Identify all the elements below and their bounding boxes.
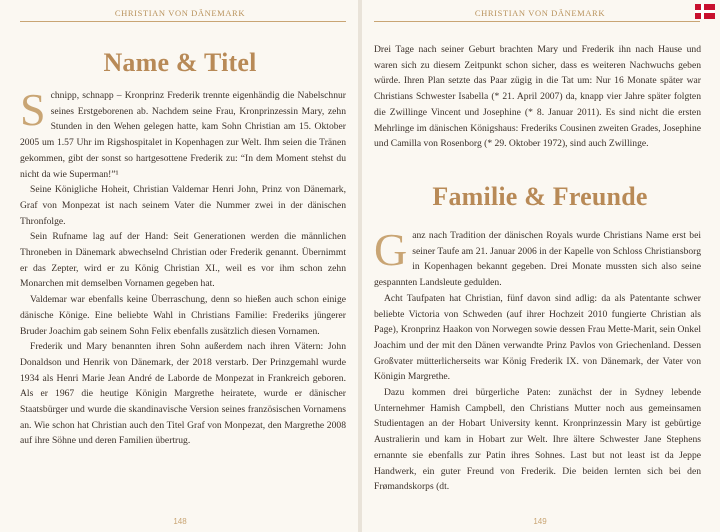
paragraph: Dazu kommen drei bürgerliche Paten: zunächst der in Sydney lebende Unternehmer Hamish Campbell, den Christians Mutter noch aus gemeinsamen Studientagen an der Hobart University kennt. Kronprinzessin Mary ist gebürtige Australierin und kam in Hobart zur Welt. Ihre ältere Schwester Jane Stephens ernannte sie ebenfalls zur Patin ihres Sohnes. Last but not least ist da Jeppe Handwerk, ein guter Freund von Frederik. Die beiden lernten sich bei den Frømandskorps (dt. <box>374 387 701 493</box>
chapter-title: Familie & Freunde <box>432 182 648 211</box>
paragraph: Acht Taufpaten hat Christian, fünf davon sind adlig: da als Patentante schwer beliebte Victoria von Schweden (auf ihrer Hochzeit 2010 fungierte Christian als Page), Kronprinz Haakon von Norwegen sowie dessen Frau Mette-Marit, sein Onkel Joachim und der mit den Dänen verwandte Prinz Pavlos von Griechenland. Dessen Großvater mütterlicherseits war König Frederik IX. von Dänemark, der Vater von Königin Margrethe. <box>374 292 701 383</box>
drop-cap: S <box>20 84 46 135</box>
danish-flag-icon <box>695 4 715 19</box>
paragraph: Seine Königliche Hoheit, Christian Valdemar Henri John, Prinz von Dänemark, Graf von Monpezat ist nach seinem Vater die Nummer zwei in der dänischen Thronfolge. <box>20 184 346 227</box>
page-number: 148 <box>173 517 187 526</box>
body-text <box>374 224 701 495</box>
right-page <box>360 0 720 532</box>
opening-paragraph-text: chnipp, schnapp – Kronprinz Frederik trennte eigenhändig die Nabelschnur seines Erstgeborenen ab. Nachdem seine Frau, Kronprinzessin Mary, zehn Stunden in den Wehen gelegen hatte, kam Sohn Christian am 15. Oktober 2005 um 1.57 Uhr im Rigshospitalet in Kopenhagen zur Welt. Ihm seien die Tränen gekommen, gibt der sonst so hartgesottene Frederik zu: “In dem Moment stehst du nicht da wie Superman!”¹ <box>20 90 346 180</box>
paragraph: Sein Rufname lag auf der Hand: Seit Generationen werden die männlichen Throneben in Dänemark abwechselnd Christian oder Frederik genannt. Übernimmt er das Zepter, wird er zu König Christian XI., weil es vor ihm schon zehn Monarchen mit demselben Vornamen gegeben hat. <box>20 231 346 290</box>
running-header: CHRISTIAN VON DÄNEMARK <box>474 8 606 18</box>
body-text-top <box>374 42 701 152</box>
opening-paragraph <box>20 84 346 182</box>
opening-paragraph-text: anz nach Tradition der dänischen Royals wurde Christians Name erst bei seiner Taufe am 21. Januar 2006 in der Kapelle von Schloss Christiansborg in Kopenhagen bekannt gegeben. Drei Monate mussten sich also seine gespannten Landsleute gedulden. <box>374 230 701 289</box>
paragraph: Frederik und Mary benannten ihren Sohn außerdem nach ihren Vätern: John Donaldson und Henrik von Dänemark, der 2018 verstarb. Der Prinzgemahl wurde 1934 als Henri Marie Jean André de Laborde de Monpezat in Frankreich geboren. Als er 1967 die heutige Königin Margrethe heiratete, wurde er dänischer Staatsbürger und wurde die skandinavische Version seines französischen Vornamens an. Wie schon hat Christian auch den Titel Graf von Monpezat, den Margrethe 2008 auf ihre Söhne und deren Familien übertrug. <box>20 341 346 447</box>
header-rule <box>374 21 700 22</box>
paragraph: Valdemar war ebenfalls keine Überraschung, denn so hießen auch schon einige dänische Könige. Eine beliebte Wahl in Christians Familie: Frederiks jüngerer Bruder Joachim gab seinem Sohn Felix ebenfalls zusätzlich diesen Vornamen. <box>20 294 346 337</box>
opening-paragraph <box>374 224 701 291</box>
page-number: 149 <box>533 517 547 526</box>
paragraph: Drei Tage nach seiner Geburt brachten Mary und Frederik ihn nach Hause und waren sich zu diesem Zeitpunkt schon sicher, dass es weiteren Nachwuchs geben würde. Ihren Plan setzte das Paar zügig in die Tat um: Nur 16 Monate später war Christians Schwester Isabella (* 21. April 2007) da, knapp vier Jahre später folgten die Zwillinge Vincent und Josephine (* 8. Januar 2011). Es sind nicht die ersten Mehrlinge im dänischen Königshaus: Frederiks Cousinen zweiten Grades, Josephine und Camilla von Rosenborg (* 29. Oktober 1972), sind auch Zwillinge. <box>374 44 701 150</box>
header-rule <box>20 21 346 22</box>
drop-cap: G <box>374 224 408 275</box>
running-header: CHRISTIAN VON DÄNEMARK <box>114 8 246 18</box>
body-text <box>20 84 346 449</box>
chapter-title: Name & Titel <box>103 48 257 77</box>
